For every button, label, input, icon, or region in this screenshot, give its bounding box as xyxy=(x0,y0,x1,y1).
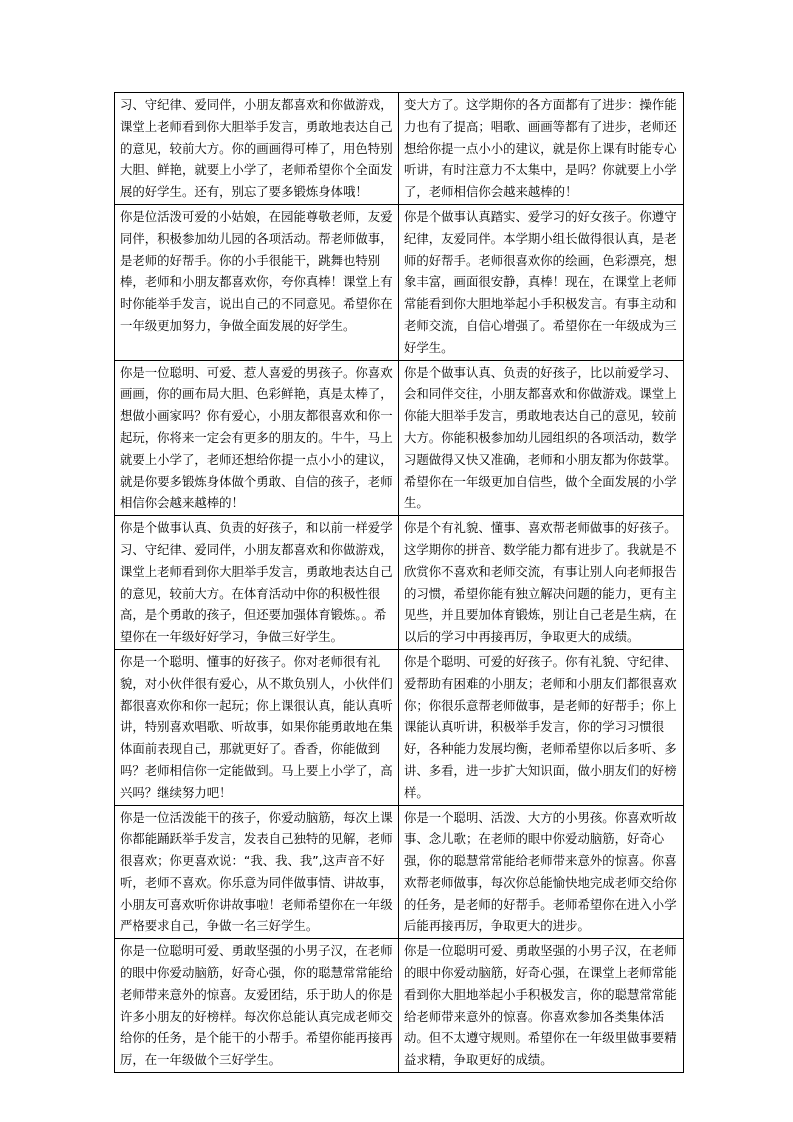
teacher-comments-table xyxy=(114,92,684,1073)
table-row xyxy=(115,204,684,360)
comment-cell-right: 你是个做事认真、负责的好孩子，比以前爱学习、会和同伴交往，小朋友都喜欢和你做游戏。课堂上你能大胆举手发言，勇敢地表达自己的意见，较前大方。你能积极参加幼儿园组织的各项活动，数学习题做得又快又准确，老师和小朋友都为你鼓掌。希望你在一年级更加自信些，做个全面发展的小学生。 xyxy=(399,360,684,516)
comment-cell-left: 你是一位聪明可爱、勇敢坚强的小男子汉，在老师的眼中你爱动脑筋，好奇心强，你的聪慧常常能给老师带来意外的惊喜。友爱团结，乐于助人的你是许多小朋友的好榜样。每次你总能认真完成老师交给你的任务，是个能干的小帮手。希望你能再接再厉，在一年级做个三好学生。 xyxy=(115,939,399,1073)
comment-cell-left: 你是位活泼可爱的小姑娘，在园能尊敬老师，友爱同伴，积极参加幼儿园的各项活动。帮老师做事，是老师的好帮手。你的小手很能干，跳舞也特别棒，老师和小朋友都喜欢你，夸你真棒！课堂上有时你能举手发言，说出自己的不同意见。希望你在一年级更加努力，争做全面发展的好学生。 xyxy=(115,204,399,360)
comment-cell-right: 你是一个聪明、活泼、大方的小男孩。你喜欢听故事、念儿歌；在老师的眼中你爱动脑筋，好奇心强，你的聪慧常常能给老师带来意外的惊喜。你喜欢帮老师做事，每次你总能愉快地完成老师交给你的任务，是老师的好帮手。老师希望你在进入小学后能再接再厉，争取更大的进步。 xyxy=(399,805,684,939)
table-row xyxy=(115,516,684,650)
table-row xyxy=(115,360,684,516)
comment-cell-left: 你是个做事认真、负责的好孩子，和以前一样爱学习、守纪律、爱同伴，小朋友都喜欢和你做游戏，课堂上老师看到你大胆举手发言，勇敢地表达自己的意见，较前大方。在体育活动中你的积极性很高，是个勇敢的孩子，但还要加强体育锻炼。。希望你在一年级好好学习，争做三好学生。 xyxy=(115,516,399,650)
table-row xyxy=(115,805,684,939)
comment-cell-right: 你是个做事认真踏实、爱学习的好女孩子。你遵守纪律，友爱同伴。本学期小组长做得很认真，是老师的好帮手。老师很喜欢你的绘画，色彩漂亮，想象丰富，画面很安静，真棒！现在，在课堂上老师常能看到你大胆地举起小手积极发言。有事主动和老师交流，自信心增强了。希望你在一年级成为三好学生。 xyxy=(399,204,684,360)
comment-cell-right: 你是个有礼貌、懂事、喜欢帮老师做事的好孩子。这学期你的拼音、数学能力都有进步了。我就是不欣赏你不喜欢和老师交流，有事让别人向老师报告的习惯，希望你能有独立解决问题的能力，更有主见些，并且要加体育锻炼，别让自己老是生病，在以后的学习中再接再厉，争取更大的成绩。 xyxy=(399,516,684,650)
comment-cell-right: 变大方了。这学期你的各方面都有了进步：操作能力也有了提高；唱歌、画画等都有了进步，老师还想给你提一点小小的建议，就是你上课有时能专心听讲，有时注意力不太集中，是吗？你就要上小学了，老师相信你会越来越棒的！ xyxy=(399,93,684,205)
comment-cell-right: 你是个聪明、可爱的好孩子。你有礼貌、守纪律、爱帮助有困难的小朋友；老师和小朋友们都很喜欢你；你很乐意帮老师做事，是老师的好帮手；你上课能认真听讲，积极举手发言，你的学习习惯很好，各种能力发展均衡，老师希望你以后多听、多讲、多看，进一步扩大知识面，做小朋友们的好榜样。 xyxy=(399,649,684,805)
comment-cell-left: 你是一个聪明、懂事的好孩子。你对老师很有礼貌，对小伙伴很有爱心，从不欺负别人，小伙伴们都很喜欢你和你一起玩；你上课很认真，能认真听讲，特别喜欢唱歌、听故事，如果你能勇敢地在集体面前表现自己，那就更好了。香香，你能做到吗？老师相信你一定能做到。马上要上小学了，高兴吗？继续努力吧！ xyxy=(115,649,399,805)
comment-cell-left: 你是一位聪明、可爱、惹人喜爱的男孩子。你喜欢画画，你的画布局大胆、色彩鲜艳，真是太棒了，想做小画家吗？你有爱心，小朋友都很喜欢和你一起玩，你将来一定会有更多的朋友的。牛牛，马上就要上小学了，老师还想给你提一点小小的建议，就是你要多锻炼身体做个勇敢、自信的孩子，老师相信你会越来越棒的！ xyxy=(115,360,399,516)
comment-cell-left: 你是一位活泼能干的孩子，你爱动脑筋，每次上课你都能踊跃举手发言，发表自己独特的见解，老师很喜欢；你更喜欢说：“我、我、我”,这声音不好听，老师不喜欢。你乐意为同伴做事情、讲故事，小朋友可喜欢听你讲故事啦！老师希望你在一年级严格要求自己，争做一名三好学生。 xyxy=(115,805,399,939)
comment-cell-right: 你是一位聪明可爱、勇敢坚强的小男子汉，在老师的眼中你爱动脑筋，好奇心强，在课堂上老师常能看到你大胆地举起小手积极发言，你的聪慧常常能给老师带来意外的惊喜。你喜欢参加各类集体活动。但不太遵守规则。希望你在一年级里做事要精益求精，争取更好的成绩。 xyxy=(399,939,684,1073)
comment-cell-left: 习、守纪律、爱同伴，小朋友都喜欢和你做游戏，课堂上老师看到你大胆举手发言，勇敢地表达自己的意见，较前大方。你的画画得可棒了，用色特别大胆、鲜艳，就要上小学了，老师希望你个全面发展的好学生。还有，别忘了要多锻炼身体哦！ xyxy=(115,93,399,205)
table-row xyxy=(115,93,684,205)
table-row xyxy=(115,939,684,1073)
table-row xyxy=(115,649,684,805)
